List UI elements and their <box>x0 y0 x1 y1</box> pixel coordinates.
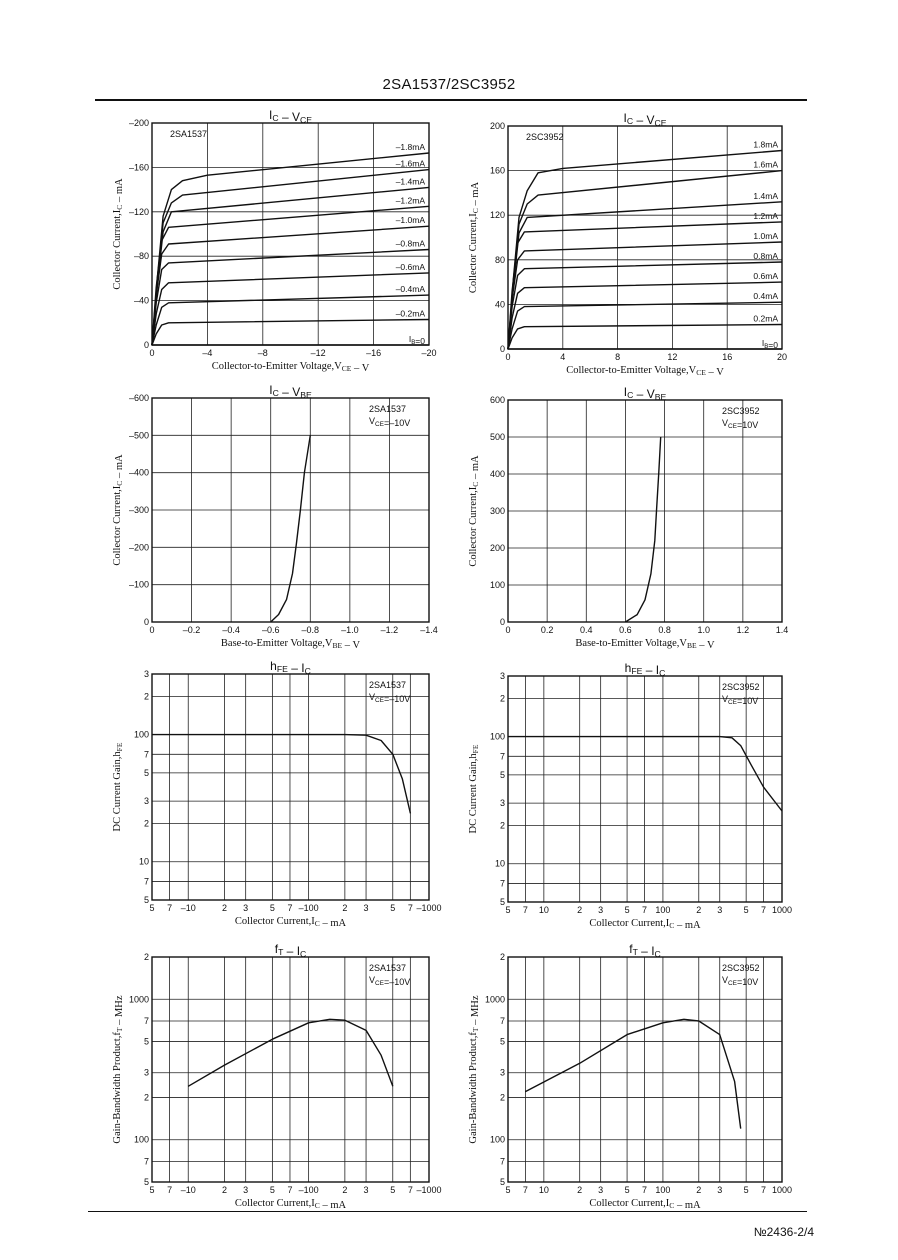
chart-title: IC – VBE <box>623 385 667 402</box>
plot-frame <box>152 674 429 900</box>
x-tick-label: –10 <box>180 1185 196 1195</box>
y-tick-label: –100 <box>128 579 149 590</box>
series-label: 0.8mA <box>753 251 778 262</box>
y-axis-title: Gain-Bandwidth Product,fT – MHz <box>112 995 125 1144</box>
x-tick-label: 2 <box>577 905 583 915</box>
series-line <box>152 153 429 345</box>
x-tick-label: 5 <box>390 1185 396 1195</box>
y-tick-label: 5 <box>143 895 149 905</box>
y-tick-label: –120 <box>128 206 149 217</box>
x-tick-label: 5 <box>149 903 155 913</box>
x-tick-label: 0 <box>505 625 511 635</box>
y-tick-label: –80 <box>133 251 149 262</box>
series-label: 0.4mA <box>753 291 778 302</box>
x-tick-label: 3 <box>363 1185 369 1195</box>
x-tick-label: 3 <box>598 905 604 915</box>
series-line <box>508 282 782 349</box>
x-tick-label: 5 <box>269 903 275 913</box>
x-tick-label: 16 <box>722 352 733 362</box>
y-axis-title: Collector Current,IC – mA <box>468 181 481 294</box>
x-tick-label: 5 <box>743 905 749 915</box>
series-label: –0.2mA <box>395 308 425 319</box>
series-label: 1.8mA <box>753 139 778 150</box>
chart-hfe-ic-2sc3952 <box>468 661 792 931</box>
x-axis-title: Base-to-Emitter Voltage,VBE – V <box>575 638 715 651</box>
y-tick-label: 3 <box>499 1067 505 1078</box>
series-line <box>152 226 429 345</box>
y-tick-label: 2 <box>499 952 505 962</box>
x-tick-label: –4 <box>202 348 213 358</box>
y-tick-label: 2 <box>143 952 149 962</box>
series-label: 1.0mA <box>753 230 778 241</box>
y-tick-label: 2 <box>499 1092 505 1103</box>
chart-hfe-ic-2sa1537 <box>112 659 442 929</box>
x-axis-title: Collector Current,IC – mA <box>589 1198 701 1211</box>
y-tick-label: 100 <box>489 731 505 742</box>
x-axis-title: Base-to-Emitter Voltage,VBE – V <box>220 638 361 651</box>
x-tick-label: –1.0 <box>341 625 359 635</box>
condition-label: $V_{CE}=-10V$ <box>369 416 411 428</box>
y-tick-label: 3 <box>143 1067 149 1078</box>
x-tick-label: 5 <box>743 1185 749 1195</box>
x-tick-label: –1.2 <box>380 625 399 635</box>
device-label: 2SA1537 <box>369 963 407 973</box>
x-tick-label: 7 <box>761 905 767 915</box>
y-tick-label: 3 <box>143 669 149 679</box>
y-axis-title: DC Current Gain,hFE <box>468 744 480 834</box>
device-label: 2SC3952 <box>722 963 760 973</box>
x-tick-label: 5 <box>149 1185 155 1195</box>
y-tick-label: –400 <box>128 467 149 478</box>
y-tick-label: –200 <box>128 542 149 553</box>
y-axis-title: Collector Current,IC – mA <box>468 455 481 567</box>
series-label: 1.2mA <box>753 210 778 221</box>
x-tick-label: 0 <box>505 352 511 362</box>
series-line <box>525 1019 740 1128</box>
y-tick-label: 7 <box>143 749 149 760</box>
y-tick-label: 2 <box>499 820 505 831</box>
x-tick-label: –1000 <box>416 903 442 913</box>
y-tick-label: 600 <box>489 395 505 405</box>
x-tick-label: 7 <box>407 1185 413 1195</box>
condition-label: $V_{CE}=10V$ <box>722 694 759 706</box>
x-tick-label: –100 <box>298 903 319 913</box>
x-tick-label: 4 <box>560 352 566 362</box>
chart-ft-ic-2sc3952 <box>468 942 792 1211</box>
y-tick-label: 200 <box>489 543 505 553</box>
y-tick-label: 5 <box>499 897 505 907</box>
y-tick-label: 0 <box>143 617 149 627</box>
series-label: $I_B=0$ <box>761 338 778 350</box>
y-tick-label: 100 <box>489 580 505 590</box>
x-tick-label: 1.0 <box>697 625 710 635</box>
y-tick-label: 7 <box>499 751 505 762</box>
x-axis-title: Collector Current,IC – mA <box>589 918 701 931</box>
x-tick-label: 0.8 <box>658 625 671 635</box>
x-axis-title: Collector-to-Emitter Voltage,VCE – V <box>566 365 724 378</box>
series-line <box>152 273 429 345</box>
y-tick-label: 120 <box>489 210 505 221</box>
x-tick-label: 0 <box>149 348 155 358</box>
y-tick-label: 80 <box>494 254 505 265</box>
x-tick-label: 100 <box>655 905 671 915</box>
chart-ic-vce-2sc3952 <box>468 111 787 378</box>
y-tick-label: 3 <box>499 798 505 809</box>
x-tick-label: 7 <box>167 903 173 913</box>
y-tick-label: 7 <box>499 1016 505 1027</box>
x-tick-label: –20 <box>421 348 437 358</box>
y-tick-label: 400 <box>489 469 505 479</box>
x-tick-label: 12 <box>667 352 678 362</box>
y-tick-label: 100 <box>133 729 149 740</box>
condition-label: $V_{CE}=10V$ <box>722 418 759 430</box>
x-axis-title: Collector Current,IC – mA <box>234 916 347 929</box>
y-tick-label: 1000 <box>128 994 149 1005</box>
chart-ic-vbe-2sc3952 <box>468 385 788 651</box>
x-axis-title: Collector Current,IC – mA <box>234 1198 347 1211</box>
x-tick-label: 1.4 <box>775 625 789 635</box>
chart-ic-vce-2sa1537 <box>112 108 437 374</box>
x-tick-label: –16 <box>366 348 382 358</box>
footer-rule <box>88 1211 807 1212</box>
plot-frame <box>508 126 782 349</box>
series-label: $I_B=0$ <box>408 334 425 346</box>
y-tick-label: 5 <box>499 769 505 780</box>
x-tick-label: 7 <box>522 905 528 915</box>
series-line <box>625 437 660 622</box>
x-tick-label: 5 <box>624 905 630 915</box>
y-tick-label: 160 <box>489 165 505 176</box>
x-tick-label: 7 <box>167 1185 173 1195</box>
x-tick-label: 7 <box>287 903 293 913</box>
device-label: 2SA1537 <box>369 680 407 690</box>
y-tick-label: 2 <box>143 818 149 829</box>
plot-frame <box>152 957 429 1182</box>
y-tick-label: 0 <box>499 344 505 354</box>
x-tick-label: –12 <box>310 348 326 358</box>
x-tick-label: –0.6 <box>261 625 280 635</box>
y-tick-label: 10 <box>138 856 149 867</box>
series-label: –1.2mA <box>395 195 425 206</box>
series-line <box>152 206 429 345</box>
chart-title: IC – VCE <box>623 111 667 128</box>
y-tick-label: 2 <box>499 693 505 704</box>
series-line <box>508 242 782 349</box>
x-tick-label: 7 <box>522 1185 528 1195</box>
y-tick-label: 500 <box>489 432 505 442</box>
x-tick-label: –1000 <box>416 1185 442 1195</box>
series-label: 0.2mA <box>753 313 778 324</box>
y-tick-label: –160 <box>128 162 149 173</box>
device-label: 2SA1537 <box>369 404 407 414</box>
series-label: –0.4mA <box>395 284 425 295</box>
y-tick-label: –600 <box>128 393 149 403</box>
series-line <box>152 250 429 346</box>
y-tick-label: 40 <box>494 299 505 310</box>
x-tick-label: 5 <box>269 1185 275 1195</box>
page-number: №2436-2/4 <box>753 1225 814 1239</box>
x-tick-label: 2 <box>342 1185 348 1195</box>
series-label: –0.8mA <box>395 238 425 249</box>
x-tick-label: 3 <box>363 903 369 913</box>
y-tick-label: 1000 <box>484 994 505 1005</box>
x-tick-label: 20 <box>776 352 788 362</box>
x-tick-label: 7 <box>761 1185 767 1195</box>
y-tick-label: 300 <box>489 506 505 516</box>
series-line <box>152 320 429 346</box>
y-tick-label: 0 <box>143 340 149 350</box>
x-tick-label: 7 <box>407 903 413 913</box>
x-tick-label: 3 <box>717 1185 723 1195</box>
condition-label: $V_{CE}=-10V$ <box>369 975 411 987</box>
y-tick-label: 5 <box>143 767 149 778</box>
y-tick-label: –200 <box>128 118 149 128</box>
x-tick-label: 2 <box>221 903 227 913</box>
y-tick-label: –40 <box>133 295 149 306</box>
y-tick-label: 2 <box>143 691 149 702</box>
x-tick-label: –0.8 <box>301 625 320 635</box>
y-tick-label: 3 <box>143 796 149 807</box>
x-tick-label: 7 <box>641 905 647 915</box>
plot-frame <box>152 123 429 345</box>
series-label: –1.8mA <box>395 141 425 152</box>
y-axis-title: DC Current Gain,hFE <box>112 742 124 832</box>
plot-frame <box>508 676 782 902</box>
chart-ft-ic-2sa1537 <box>112 942 442 1211</box>
y-tick-label: 7 <box>143 876 149 887</box>
y-tick-label: 7 <box>143 1016 149 1027</box>
x-tick-label: –0.4 <box>222 625 240 635</box>
chart-title: fT – IC <box>274 942 307 959</box>
x-tick-label: 3 <box>717 905 723 915</box>
y-tick-label: 7 <box>499 1156 505 1167</box>
x-tick-label: 3 <box>598 1185 604 1195</box>
device-label: 2SC3952 <box>722 406 760 416</box>
y-axis-title: Collector Current,IC – mA <box>112 454 125 566</box>
plot-frame <box>508 957 782 1182</box>
x-tick-label: –8 <box>257 348 268 358</box>
y-tick-label: 5 <box>499 1036 505 1047</box>
x-tick-label: 1000 <box>771 905 793 915</box>
y-tick-label: 7 <box>143 1156 149 1167</box>
x-tick-label: 3 <box>243 1185 249 1195</box>
series-line <box>508 737 782 811</box>
condition-label: $V_{CE}=10V$ <box>722 975 759 987</box>
x-tick-label: 1.2 <box>736 625 750 635</box>
y-axis-title: Collector Current,IC – mA <box>112 178 125 290</box>
series-line <box>271 435 311 622</box>
y-tick-label: 2 <box>143 1092 149 1103</box>
chart-title: fT – IC <box>629 942 661 959</box>
chart-ic-vbe-2sa1537 <box>112 383 438 651</box>
x-tick-label: 7 <box>641 1185 647 1195</box>
x-tick-label: 2 <box>221 1185 227 1195</box>
x-tick-label: 5 <box>390 903 396 913</box>
x-axis-title: Collector-to-Emitter Voltage,VCE – V <box>211 361 370 374</box>
x-tick-label: 3 <box>243 903 249 913</box>
x-tick-label: –0.2 <box>182 625 201 635</box>
chart-title: IC – VCE <box>269 108 312 125</box>
x-tick-label: –1.4 <box>420 625 438 635</box>
series-label: –1.4mA <box>395 176 425 187</box>
y-tick-label: 5 <box>143 1177 149 1187</box>
y-tick-label: 200 <box>489 121 505 131</box>
x-tick-label: 7 <box>287 1185 293 1195</box>
y-tick-label: –500 <box>128 430 149 441</box>
x-tick-label: 0.6 <box>619 625 632 635</box>
x-tick-label: 0.4 <box>580 625 593 635</box>
series-line <box>152 735 410 814</box>
x-tick-label: 10 <box>538 905 549 915</box>
device-label: 2SC3952 <box>722 682 760 692</box>
y-tick-label: 100 <box>133 1134 149 1145</box>
x-tick-label: 1000 <box>771 1185 793 1195</box>
series-line <box>508 325 782 350</box>
chart-title: hFE – IC <box>624 661 666 678</box>
series-label: –1.0mA <box>395 215 425 226</box>
series-label: 1.6mA <box>753 159 778 170</box>
x-tick-label: 5 <box>505 1185 511 1195</box>
y-tick-label: 5 <box>499 1177 505 1187</box>
y-axis-title: Gain-Bandwidth Product,fT – MHz <box>468 995 481 1144</box>
y-tick-label: 3 <box>499 671 505 681</box>
x-tick-label: 5 <box>624 1185 630 1195</box>
series-label: –0.6mA <box>395 261 425 272</box>
page-header: 2SA1537/2SC3952 <box>382 76 516 93</box>
device-label: 2SA1537 <box>170 129 208 139</box>
y-tick-label: 0 <box>499 617 505 627</box>
x-tick-label: 2 <box>696 1185 702 1195</box>
x-tick-label: 5 <box>505 905 511 915</box>
series-label: 1.4mA <box>753 190 778 201</box>
series-label: 0.6mA <box>753 271 778 282</box>
device-label: 2SC3952 <box>526 132 564 142</box>
chart-title: hFE – IC <box>270 659 311 676</box>
x-tick-label: –10 <box>180 903 196 913</box>
x-tick-label: 10 <box>538 1185 549 1195</box>
x-tick-label: 2 <box>342 903 348 913</box>
y-tick-label: 5 <box>143 1036 149 1047</box>
x-tick-label: 0.2 <box>540 625 554 635</box>
condition-label: $V_{CE}=-10V$ <box>369 692 411 704</box>
chart-title: IC – VBE <box>269 383 312 400</box>
y-tick-label: 7 <box>499 878 505 889</box>
x-tick-label: 2 <box>696 905 702 915</box>
series-line <box>188 1019 393 1086</box>
x-tick-label: 0 <box>149 625 155 635</box>
y-tick-label: 10 <box>494 858 505 869</box>
y-tick-label: –300 <box>128 505 149 515</box>
x-tick-label: 2 <box>577 1185 583 1195</box>
x-tick-label: 100 <box>655 1185 671 1195</box>
x-tick-label: –100 <box>298 1185 319 1195</box>
series-label: –1.6mA <box>395 158 425 169</box>
x-tick-label: 8 <box>615 352 621 362</box>
y-tick-label: 100 <box>489 1134 505 1145</box>
